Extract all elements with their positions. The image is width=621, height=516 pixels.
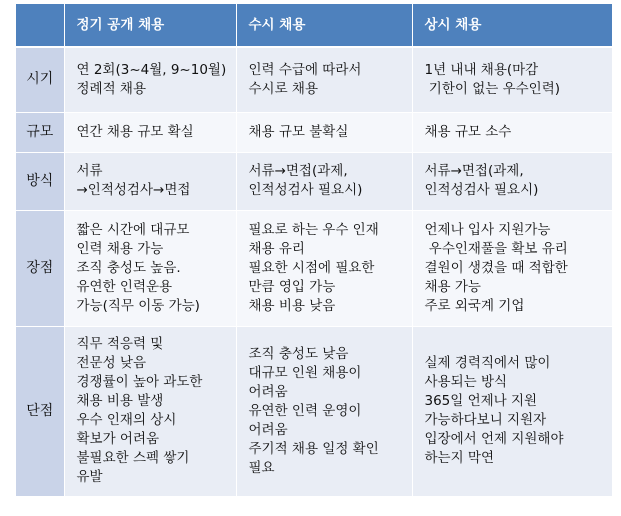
cell-scale-regular: 연간 채용 규모 확실 [76,123,194,140]
header-continuous-recruitment: 상시 채용 [412,4,612,47]
row-method [16,152,612,210]
row-label-scale: 규모 [16,112,64,152]
row-scale [16,112,612,152]
recruitment-comparison-table [16,4,613,497]
row-advantages [16,210,612,326]
cell-timing-continuous: 1년 내내 채용(마감 기한이 없는 우수인력) [424,61,561,97]
header-row [16,4,612,47]
cell-disadvantages-occasional: 조직 충성도 낮음 대규모 인원 채용이 어려움 유연한 인력 운영이 어려움 주기적 채용 일정 확인 필요 [248,345,379,476]
cell-advantages-occasional: 필요로 하는 우수 인재 채용 유리 필요한 시점에 필요한 만큼 영입 가능 채용 비용 낮음 [248,221,379,314]
row-timing [16,47,612,112]
cell-method-regular: 서류 →인적성검사→면접 [76,163,191,198]
cell-scale-continuous: 채용 규모 소수 [424,123,512,140]
row-label-disadvantages: 단점 [16,326,64,496]
cell-method-occasional: 서류→면접(과제, 인적성검사 필요시) [248,163,363,198]
cell-timing-regular: 연 2회(3~4월, 9~10월) 정례적 채용 [76,61,227,97]
row-label-advantages: 장점 [16,210,64,326]
cell-disadvantages-continuous: 실제 경력직에서 많이 사용되는 방식 365일 언제나 지원 가능하다보니 지원자 입장에서 언제 지원해야 하는지 막연 [424,355,564,466]
header-corner [16,4,64,47]
cell-method-continuous: 서류→면접(과제, 인적성검사 필요시) [424,163,539,198]
header-regular-recruitment: 정기 공개 채용 [64,4,236,47]
row-label-timing: 시기 [16,47,64,112]
cell-scale-occasional: 채용 규모 불확실 [248,123,349,140]
cell-advantages-continuous: 언제나 입사 지원가능 우수인재풀을 확보 유리 결원이 생겼을 때 적합한 채용 가능 주로 외국계 기업 [424,221,568,314]
header-occasional-recruitment: 수시 채용 [236,4,412,47]
cell-advantages-regular: 짧은 시간에 대규모 인력 채용 가능 조직 충성도 높음. 유연한 인력운용 가능(직무 이동 가능) [76,221,200,314]
cell-disadvantages-regular: 직무 적응력 및 전문성 낮음 경쟁률이 높아 과도한 채용 비용 발생 우수 인재의 상시 확보가 어려움 불필요한 스펙 쌓기 유발 [76,336,203,485]
row-disadvantages [16,326,612,496]
row-label-method: 방식 [16,152,64,210]
cell-timing-occasional: 인력 수급에 따라서 수시로 채용 [248,61,362,97]
